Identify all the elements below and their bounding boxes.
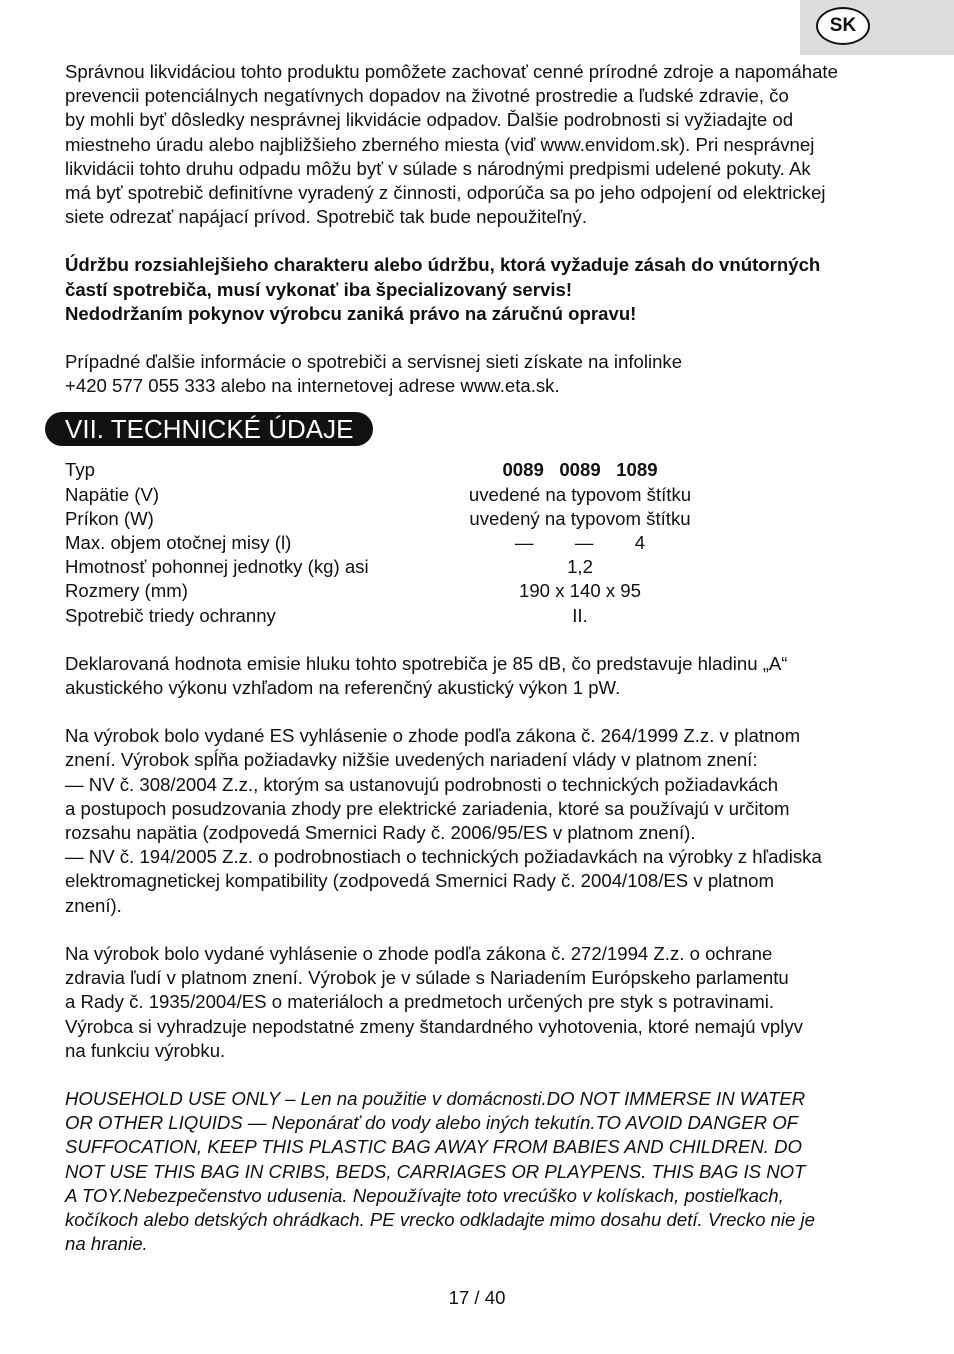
text-line: Údržbu rozsiahlejšieho charakteru alebo údržbu, ktorá vyžaduje zásah do vnútorných [65,254,821,276]
text-line: Výrobca si vyhradzuje nepodstatné zmeny štandardného vyhotovenia, ktoré nemajú vplyv [65,1015,803,1037]
text-line: kočíkoch alebo detských ohrádkach. PE vrecko odkladajte mimo dosahu detí. Vrecko nie je [65,1208,816,1230]
text-line: prevencii potenciálnych negatívnych dopadov na životné prostredie a ľudské zdravie, čo [65,85,789,107]
spec-value: 0089 0089 1089 [502,459,658,481]
spec-value: II. [572,604,588,626]
spec-label: Spotrebič triedy ochranny [65,604,276,626]
spec-label: Hmotnosť pohonnej jednotky (kg) asi [65,556,369,578]
spec-label: Napätie (V) [65,483,160,505]
text-line: na funkciu výrobku. [65,1039,226,1061]
food-contact-paragraph [65,942,905,1063]
text-line: na hranie. [65,1233,148,1255]
text-line: Prípadné ďalšie informácie o spotrebiči a servisnej sieti získate na infolinke [65,351,683,373]
text-line: Deklarovaná hodnota emisie hluku tohto spotrebiča je 85 dB, čo predstavuje hladinu „A“ [65,652,788,674]
text-line: HOUSEHOLD USE ONLY – Len na použitie v domácnosti.DO NOT IMMERSE IN WATER [65,1087,806,1109]
infoline-paragraph [65,350,905,398]
text-line: OR OTHER LIQUIDS — Neponárať do vody alebo iných tekutín.TO AVOID DANGER OF [65,1112,799,1134]
list-item [65,773,905,846]
conformity-paragraph [65,724,905,918]
noise-paragraph [65,652,905,700]
table-row [65,531,715,555]
spec-label: Max. objem otočnej misy (l) [65,532,292,554]
text-line: — NV č. 308/2004 Z.z., ktorým sa ustanovujú podrobnosti o technických požiadavkách [65,773,779,795]
text-line: likvidácii tohto druhu odpadu môžu byť v súlade s národnými predpismi udelené pokuty. Ak [65,157,811,179]
text-line: A TOY.Nebezpečenstvo udusenia. Nepoužívajte toto vrecúško v kolískach, postieľkach, [65,1184,784,1206]
household-use-paragraph [65,1087,905,1256]
page-content [65,60,905,1280]
text-line: rozsahu napätia (zodpovedá Smernici Rady č. 2006/95/ES v platnom znení). [65,822,696,844]
text-line: — NV č. 194/2005 Z.z. o podrobnostiach o technických požiadavkách na výrobky z hľadiska [65,846,822,868]
table-row [65,555,715,579]
text-line: NOT USE THIS BAG IN CRIBS, BEDS, CARRIAGES OR PLAYPENS. THIS BAG IS NOT [65,1160,806,1182]
spec-label: Rozmery (mm) [65,580,188,602]
text-line: Nedodržaním pokynov výrobcu zaniká právo na záručnú opravu! [65,302,637,324]
table-row [65,458,715,482]
text-line: akustického výkonu vzhľadom na referenčný akustický výkon 1 pW. [65,677,621,699]
spec-value: uvedené na typovom štítku [468,483,692,505]
text-line: +420 577 055 333 alebo na internetovej adrese www.eta.sk. [65,375,560,397]
page-number: 17 / 40 [448,1287,506,1308]
text-line: znení. Výrobok spĺňa požiadavky nižšie uvedených nariadení vlády v platnom znení: [65,749,758,771]
table-row [65,579,715,603]
text-line: a Rady č. 1935/2004/ES o materiáloch a predmetoch určených pre styk s potravinami. [65,991,774,1013]
text-line: Na výrobok bolo vydané vyhlásenie o zhode podľa zákona č. 272/1994 Z.z. o ochrane [65,942,773,964]
spec-label: Príkon (W) [65,507,154,529]
spec-value: 1,2 [567,556,593,578]
spec-value: — — 4 [514,532,646,554]
text-line: siete odrezať napájací prívod. Spotrebič tak bude nepoužiteľný. [65,206,587,228]
list-item [65,845,905,918]
table-row [65,483,715,507]
table-row [65,507,715,531]
specs-table [65,458,715,627]
language-tab [800,0,954,55]
text-line: by mohli byť dôsledky nesprávnej likvidácie odpadov. Ďalšie podrobnosti si vyžiadajte od [65,109,794,131]
table-row [65,604,715,628]
spec-value: uvedený na typovom štítku [469,507,691,529]
text-line: Na výrobok bolo vydané ES vyhlásenie o zhode podľa zákona č. 264/1999 Z.z. v platnom [65,725,801,747]
text-line: Správnou likvidáciou tohto produktu pomôžete zachovať cenné prírodné zdroje a napomáhate [65,61,838,82]
spec-label: Typ [65,459,95,481]
section-heading: VII. TECHNICKÉ ÚDAJE [45,412,373,446]
disposal-paragraph [65,60,905,229]
text-line: miestneho úradu alebo najbližšieho zberného miesta (viď www.envidom.sk). Pri nesprávnej [65,133,815,155]
language-badge: SK [816,7,870,45]
text-line: častí spotrebiča, musí vykonať iba špecializovaný servis! [65,278,573,300]
text-line: znení). [65,894,122,916]
text-line: SUFFOCATION, KEEP THIS PLASTIC BAG AWAY FROM BABIES AND CHILDREN. DO [65,1136,802,1158]
text-line: elektromagnetickej kompatibility (zodpovedá Smernici Rady č. 2004/108/ES v platnom [65,870,774,892]
text-line: zdravia ľudí v platnom znení. Výrobok je v súlade s Nariadením Európskeho parlamentu [65,967,789,989]
text-line: má byť spotrebič definitívne vyradený z činnosti, odporúča sa po jeho odpojení od elektrickej [65,182,826,204]
service-warning [65,253,905,326]
text-line: a postupoch posudzovania zhody pre elektrické zariadenia, ktoré sa používajú v určitom [65,797,790,819]
spec-value: 190 x 140 x 95 [519,580,641,602]
